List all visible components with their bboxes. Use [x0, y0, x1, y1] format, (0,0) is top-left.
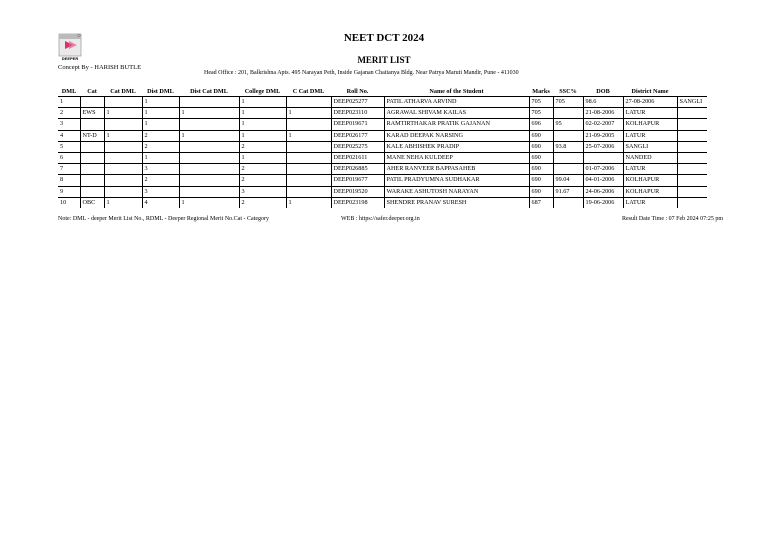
table-cell: 1	[239, 108, 286, 119]
table-cell: OBC	[80, 197, 104, 208]
col-header: Cat	[80, 86, 104, 97]
table-cell	[286, 152, 331, 163]
table-cell	[179, 152, 239, 163]
table-cell: 690	[529, 164, 553, 175]
table-cell: 1	[142, 152, 179, 163]
table-cell	[286, 164, 331, 175]
table-cell	[286, 186, 331, 197]
header-row	[58, 86, 707, 97]
table-cell: 1	[104, 197, 142, 208]
table-cell	[583, 152, 623, 163]
table-row	[58, 152, 707, 163]
footer-note: Note: DML - deeper Merit List No., RDML - Deeper Regional Merit No.Cat - Category	[58, 216, 270, 222]
table-cell: LATUR	[623, 108, 677, 119]
table-cell: 1	[239, 97, 286, 108]
table-cell: PATIL ATHARVA ARVIND	[384, 97, 529, 108]
logo-label: DEEPER	[61, 56, 79, 61]
table-cell: 705	[529, 108, 553, 119]
table-cell: DEEP023110	[331, 108, 384, 119]
col-header: Marks	[529, 86, 553, 97]
col-header: Name of the Student	[384, 86, 529, 97]
col-header: DML	[58, 86, 80, 97]
table-cell: 690	[529, 130, 553, 141]
merit-table	[58, 86, 707, 208]
table-cell: 02-02-2007	[583, 119, 623, 130]
table-cell	[677, 152, 707, 163]
table-cell: NANDED	[623, 152, 677, 163]
table-cell: 2	[58, 108, 80, 119]
table-cell	[286, 175, 331, 186]
table-cell: 3	[58, 119, 80, 130]
table-cell	[104, 141, 142, 152]
table-row	[58, 186, 707, 197]
table-cell	[80, 186, 104, 197]
table-cell: 8	[58, 175, 80, 186]
table-cell: AGRAWAL SHIVAM KAILAS	[384, 108, 529, 119]
table-cell: DEEP021611	[331, 152, 384, 163]
table-cell: KOLHAPUR	[623, 186, 677, 197]
table-cell: DEEP025277	[331, 97, 384, 108]
table-cell: 27-08-2006	[623, 97, 677, 108]
table-cell: 98.6	[583, 97, 623, 108]
page-subtitle: MERIT LIST	[357, 55, 411, 65]
table-cell: SANGLI	[623, 141, 677, 152]
table-cell: 3	[142, 186, 179, 197]
table-cell: 10	[58, 197, 80, 208]
table-cell: 1	[239, 152, 286, 163]
table-cell: 1	[142, 119, 179, 130]
table-cell	[104, 119, 142, 130]
col-header: Roll No.	[331, 86, 384, 97]
table-cell	[677, 175, 707, 186]
table-cell: 2	[142, 175, 179, 186]
table-cell	[104, 152, 142, 163]
table-cell	[104, 175, 142, 186]
table-row	[58, 119, 707, 130]
table-cell: 1	[179, 130, 239, 141]
table-cell: 1	[179, 197, 239, 208]
table-cell	[677, 141, 707, 152]
concept-credit: Concept By - HARISH BUTLE	[58, 64, 142, 71]
table-cell: NT-D	[80, 130, 104, 141]
table-cell: 2	[142, 130, 179, 141]
table-cell: RAMTIRTHAKAR PRATIK GAJANAN	[384, 119, 529, 130]
table-cell	[80, 141, 104, 152]
table-row	[58, 175, 707, 186]
table-cell: 3	[239, 186, 286, 197]
table-cell: 1	[286, 197, 331, 208]
table-cell: 690	[529, 141, 553, 152]
table-cell	[179, 141, 239, 152]
footer-web: WEB : https://safer.deeper.org.in	[341, 216, 420, 222]
table-cell	[677, 164, 707, 175]
table-cell: KALE ABHISHEK PRADIP	[384, 141, 529, 152]
table-cell	[80, 97, 104, 108]
table-cell	[286, 119, 331, 130]
table-cell	[179, 175, 239, 186]
table-row	[58, 164, 707, 175]
table-cell: DEEP026177	[331, 130, 384, 141]
col-header: DOB	[583, 86, 623, 97]
table-cell: 99.04	[553, 175, 583, 186]
table-cell: 9	[58, 186, 80, 197]
table-cell	[80, 164, 104, 175]
table-cell: 2	[239, 175, 286, 186]
col-header: Dist DML	[142, 86, 179, 97]
table-cell: 1	[142, 108, 179, 119]
table-cell: SHENDRE PRANAV SURESH	[384, 197, 529, 208]
table-cell	[677, 119, 707, 130]
table-cell	[553, 152, 583, 163]
table-cell: 5	[58, 141, 80, 152]
table-cell: 1	[239, 130, 286, 141]
table-cell: 4	[58, 130, 80, 141]
table-row	[58, 97, 707, 108]
table-row	[58, 108, 707, 119]
table-cell: 24-06-2006	[583, 186, 623, 197]
table-cell: 4	[142, 197, 179, 208]
table-cell: DEEP026885	[331, 164, 384, 175]
table-cell	[553, 108, 583, 119]
table-cell: 690	[529, 186, 553, 197]
table-cell	[179, 97, 239, 108]
table-cell: 1	[104, 130, 142, 141]
table-cell: KARAD DEEPAK NARSING	[384, 130, 529, 141]
table-cell	[179, 164, 239, 175]
table-cell	[286, 141, 331, 152]
table-cell	[179, 186, 239, 197]
table-cell: 690	[529, 175, 553, 186]
table-cell: 1	[179, 108, 239, 119]
table-cell: KOLHAPUR	[623, 175, 677, 186]
footer-result-time: Result Date Time : 07 Feb 2024 07:25 pm	[622, 216, 724, 222]
table-cell	[80, 119, 104, 130]
table-row	[58, 141, 707, 152]
table-cell: 705	[553, 97, 583, 108]
table-cell: DEEP025275	[331, 141, 384, 152]
table-cell: 2	[142, 141, 179, 152]
table-cell: LATUR	[623, 130, 677, 141]
table-cell: 1	[239, 119, 286, 130]
table-cell	[80, 175, 104, 186]
col-header: Cat DML	[104, 86, 142, 97]
table-cell	[104, 186, 142, 197]
table-cell	[677, 197, 707, 208]
table-cell: 1	[104, 108, 142, 119]
table-cell	[553, 164, 583, 175]
table-cell: 93.8	[553, 141, 583, 152]
table-cell	[553, 130, 583, 141]
table-cell	[677, 186, 707, 197]
table-cell: MANE NEHA KULDEEP	[384, 152, 529, 163]
table-cell: DEEP019677	[331, 175, 384, 186]
table-cell: SANGLI	[677, 97, 707, 108]
table-cell: 696	[529, 119, 553, 130]
table-cell: PATIL PRADYUMNA SUDHAKAR	[384, 175, 529, 186]
page-title: NEET DCT 2024	[343, 32, 425, 44]
table-cell: 6	[58, 152, 80, 163]
table-cell: 705	[529, 97, 553, 108]
table-row	[58, 130, 707, 141]
table-cell: 25-07-2006	[583, 141, 623, 152]
table-cell	[286, 97, 331, 108]
table-cell	[179, 119, 239, 130]
table-cell: AHER RANVEER BAPPASAHEB	[384, 164, 529, 175]
table-cell: 687	[529, 197, 553, 208]
table-cell: 1	[286, 130, 331, 141]
table-cell: 95	[553, 119, 583, 130]
table-cell: LATUR	[623, 197, 677, 208]
table-cell: EWS	[80, 108, 104, 119]
table-cell: 690	[529, 152, 553, 163]
table-cell: 01-07-2006	[583, 164, 623, 175]
table-cell: LATUR	[623, 164, 677, 175]
table-cell: DEEP019671	[331, 119, 384, 130]
table-cell: DEEP023198	[331, 197, 384, 208]
table-cell: 04-01-2006	[583, 175, 623, 186]
table-cell	[677, 108, 707, 119]
table-cell: DEEP019520	[331, 186, 384, 197]
office-address: Head Office : 201, Balkrishna Apts. 495 Narayan Peth, Inside Gajanan Chaitanya Bldg. Near Patrya Maruti Mandir, Pune - 411030	[204, 70, 519, 76]
table-cell: 19-06-2006	[583, 197, 623, 208]
table-cell	[553, 197, 583, 208]
table-cell: 1	[286, 108, 331, 119]
col-header: SSC%	[553, 86, 583, 97]
table-cell: 2	[239, 164, 286, 175]
table-cell: 2	[239, 141, 286, 152]
table-cell: 7	[58, 164, 80, 175]
table-cell: 91.67	[553, 186, 583, 197]
table-cell: 3	[142, 164, 179, 175]
table-cell	[104, 164, 142, 175]
col-header: C Cat DML	[286, 86, 331, 97]
table-cell	[677, 130, 707, 141]
table-cell: 21-09-2005	[583, 130, 623, 141]
table-cell: 21-08-2006	[583, 108, 623, 119]
table-cell: KOLHAPUR	[623, 119, 677, 130]
table-cell: WARAKE ASHUTOSH NARAYAN	[384, 186, 529, 197]
col-header: College DML	[239, 86, 286, 97]
col-header	[677, 86, 707, 97]
table-cell: 1	[58, 97, 80, 108]
table-cell	[104, 97, 142, 108]
col-header: Dist Cat DML	[179, 86, 239, 97]
table-cell: 2	[239, 197, 286, 208]
table-cell: 1	[142, 97, 179, 108]
table-cell	[80, 152, 104, 163]
col-header: District Name	[623, 86, 677, 97]
table-row	[58, 197, 707, 208]
